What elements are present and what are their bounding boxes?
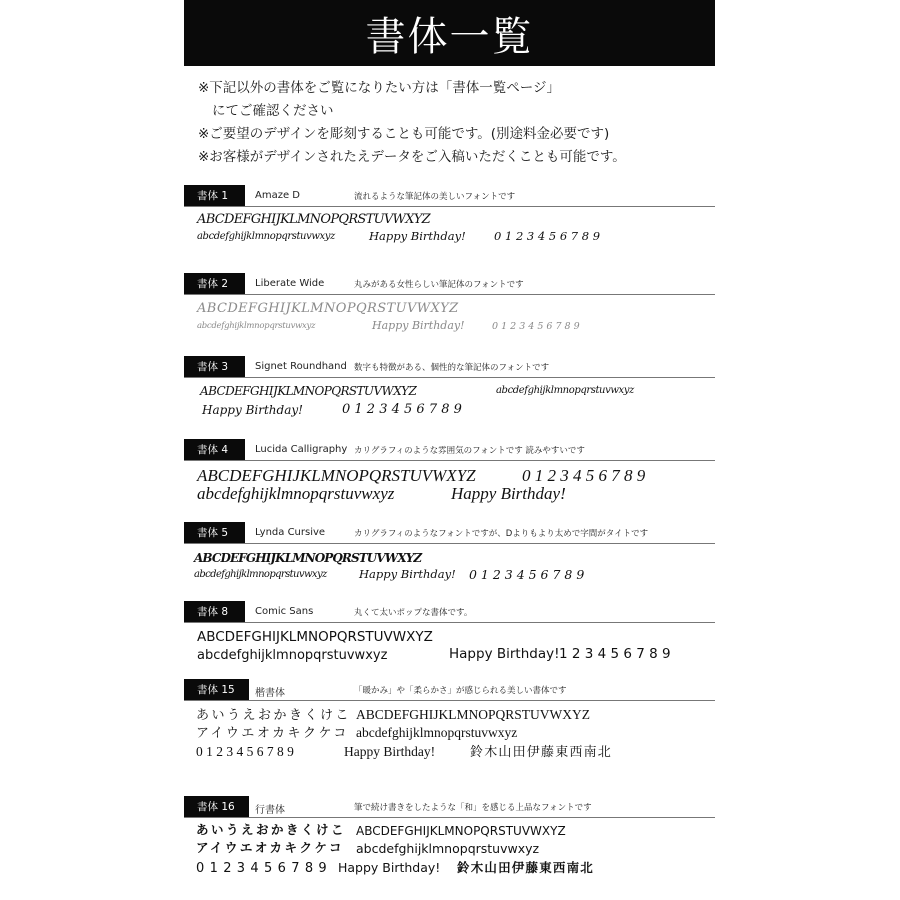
- font-number-tag: 書体 4: [184, 439, 245, 461]
- note-line: ※お客様がデザインされたえデータをご入稿いただくことも可能です。: [198, 149, 626, 165]
- font-number-tag: 書体 3: [184, 356, 245, 378]
- font-number-tag: 書体 1: [184, 185, 245, 207]
- font-section-8: [184, 601, 715, 666]
- font-description: 筆で続け書きをしたような「和」を感じる上品なフォントです: [354, 803, 592, 813]
- notes-section: [0, 0, 900, 170]
- section-divider: [184, 294, 715, 295]
- sample-digits: 0 1 2 3 4 5 6 7 8 9: [342, 402, 462, 417]
- sample-phrase: Happy Birthday!: [338, 860, 441, 875]
- font-description: 流れるような筆記体の美しいフォントです: [354, 192, 516, 202]
- font-number-tag: 書体 2: [184, 273, 245, 295]
- font-description: 「暖かみ」や「柔らかさ」が感じられる美しい書体です: [354, 686, 567, 696]
- sample-phrase: Happy Birthday!: [359, 567, 456, 581]
- sample-uppercase: ABCDEFGHIJKLMNOPQRSTUVWXYZ: [200, 384, 417, 398]
- font-section-5: [184, 522, 715, 587]
- sample-digits: 0 1 2 3 4 5 6 7 8 9: [492, 321, 580, 332]
- sample-lowercase: abcdefghijklmnopqrstuvwxyz: [197, 321, 316, 331]
- sample-lowercase: abcdefghijklmnopqrstuvwxyz: [356, 841, 540, 856]
- sample-digits: 0 1 2 3 4 5 6 7 8 9: [522, 466, 646, 485]
- font-name: 行書体: [255, 805, 285, 816]
- font-description: 丸みがある女性らしい筆記体のフォントです: [354, 280, 524, 290]
- font-name: Comic Sans: [255, 606, 314, 617]
- sample-hiragana: あいうえおかきくけこ: [196, 822, 347, 837]
- sample-phrase: Happy Birthday!: [369, 229, 466, 243]
- section-divider: [184, 377, 715, 378]
- sample-phrase: Happy Birthday!: [372, 319, 465, 332]
- font-name: Signet Roundhand: [255, 361, 347, 372]
- font-section-1: [184, 185, 715, 250]
- sample-phrase: Happy Birthday!: [344, 744, 436, 759]
- font-number-tag: 書体 15: [184, 679, 249, 701]
- section-divider: [184, 817, 715, 818]
- sample-uppercase: ABCDEFGHIJKLMNOPQRSTUVWXYZ: [197, 212, 430, 227]
- font-section-4: [184, 439, 715, 504]
- sample-digits: 0 1 2 3 4 5 6 7 8 9: [469, 567, 585, 582]
- sample-lowercase: abcdefghijklmnopqrstuvwxyz: [197, 648, 388, 663]
- section-divider: [184, 622, 715, 623]
- section-divider: [184, 460, 715, 461]
- font-name: Amaze D: [255, 190, 300, 201]
- font-section-16: [184, 796, 715, 896]
- sample-uppercase: ABCDEFGHIJKLMNOPQRSTUVWXYZ: [356, 707, 591, 722]
- sample-lowercase: abcdefghijklmnopqrstuvwxyz: [496, 385, 634, 396]
- sample-phrase: Happy Birthday!: [449, 646, 560, 662]
- sample-lowercase: abcdefghijklmnopqrstuvwxyz: [197, 231, 335, 242]
- note-line: ※ご要望のデザインを彫刻することも可能です。(別途料金必要です): [198, 126, 610, 142]
- note-line: にてご確認ください: [212, 103, 334, 119]
- font-section-2: [184, 273, 715, 338]
- section-divider: [184, 700, 715, 701]
- sample-uppercase: ABCDEFGHIJKLMNOPQRSTUVWXYZ: [197, 629, 433, 645]
- sample-uppercase: ABCDEFGHIJKLMNOPQRSTUVWXYZ: [197, 466, 476, 485]
- font-description: 数字も特徴がある、個性的な筆記体のフォントです: [354, 363, 550, 373]
- font-description: 丸くて太いポップな書体です。: [354, 608, 473, 618]
- font-name: Lynda Cursive: [255, 527, 326, 538]
- note-line: ※下記以外の書体をご覧になりたい方は「書体一覧ページ」: [198, 80, 561, 96]
- sample-phrase: Happy Birthday!: [451, 484, 566, 503]
- font-description: カリグラフィのようなフォントですが、Dよりもより太めで字間がタイトです: [354, 529, 649, 539]
- sample-digits: 0 1 2 3 4 5 6 7 8 9: [494, 229, 601, 243]
- sample-uppercase: ABCDEFGHIJKLMNOPQRSTUVWXYZ: [197, 301, 459, 316]
- font-section-3: [184, 356, 715, 421]
- sample-katakana: アイウエオカキクケコ: [196, 840, 345, 855]
- sample-katakana: アイウエオカキクケコ: [196, 725, 349, 740]
- font-section-15: [184, 679, 715, 779]
- section-divider: [184, 543, 715, 544]
- sample-lowercase: abcdefghijklmnopqrstuvwxyz: [197, 484, 395, 503]
- font-number-tag: 書体 5: [184, 522, 245, 544]
- page-title: 書体一覧: [365, 13, 534, 60]
- font-number-tag: 書体 8: [184, 601, 245, 623]
- sample-kanji: 鈴木山田伊藤東西南北: [457, 860, 595, 875]
- sample-digits: 0 1 2 3 4 5 6 7 8 9: [196, 861, 328, 876]
- font-description: カリグラフィのような雰囲気のフォントです 読みやすいです: [354, 446, 585, 456]
- sample-hiragana: あいうえおかきくけこ: [196, 707, 352, 722]
- sample-uppercase: ABCDEFGHIJKLMNOPQRSTUVWXYZ: [356, 824, 566, 838]
- font-name: 楷書体: [255, 688, 285, 699]
- sample-digits: 1 2 3 4 5 6 7 8 9: [559, 646, 671, 662]
- font-number-tag: 書体 16: [184, 796, 249, 818]
- sample-lowercase: abcdefghijklmnopqrstuvwxyz: [356, 725, 518, 740]
- font-name: Lucida Calligraphy: [255, 444, 348, 455]
- sample-uppercase: ABCDEFGHIJKLMNOPQRSTUVWXYZ: [194, 551, 422, 565]
- sample-kanji: 鈴木山田伊藤東西南北: [470, 744, 613, 759]
- font-name: Liberate Wide: [255, 278, 325, 289]
- sample-digits: 0 1 2 3 4 5 6 7 8 9: [196, 744, 294, 759]
- sample-phrase: Happy Birthday!: [202, 403, 303, 417]
- sample-lowercase: abcdefghijklmnopqrstuvwxyz: [194, 569, 327, 580]
- section-divider: [184, 206, 715, 207]
